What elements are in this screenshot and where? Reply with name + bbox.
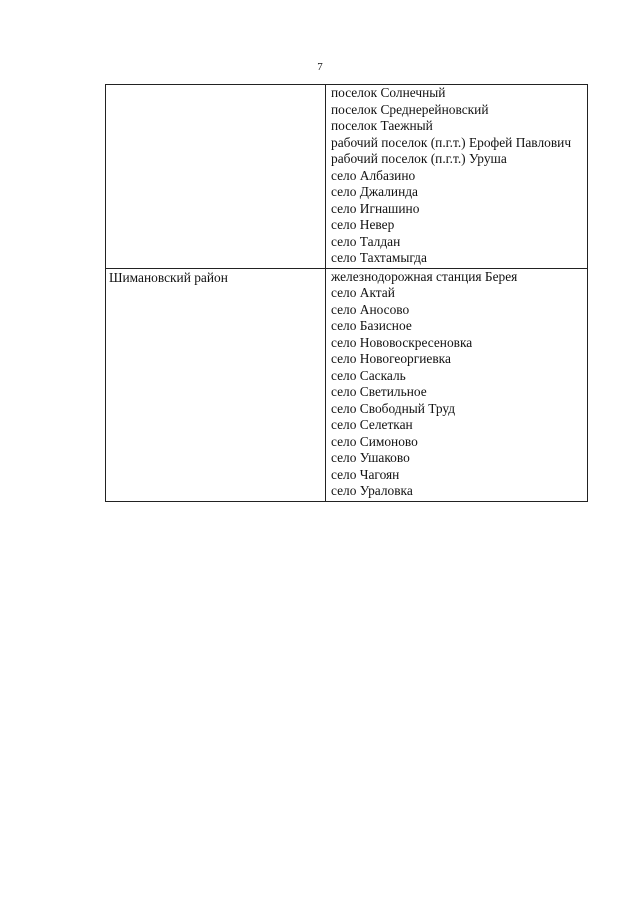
list-item: село Игнашино <box>331 200 420 216</box>
list-item: село Чагоян <box>331 466 400 482</box>
list-item: село Тахтамыгда <box>331 250 427 265</box>
list-item: село Невер <box>331 217 395 232</box>
list-item: село Ураловка <box>331 483 413 498</box>
settlement-list-cell <box>326 85 588 269</box>
table-row <box>106 85 588 269</box>
list-item: село Джалинда <box>331 184 418 199</box>
list-item: поселок Среднерейновский <box>331 101 489 117</box>
list-item: село Талдан <box>331 233 401 249</box>
list-item: село Албазино <box>331 167 416 183</box>
list-item: село Свободный Труд <box>331 400 456 416</box>
list-item: село Актай <box>331 285 395 300</box>
list-item: село Симоново <box>331 433 418 449</box>
list-item: село Новогеоргиевка <box>331 351 451 366</box>
settlements-table <box>105 84 588 502</box>
list-item: село Нововоскресеновка <box>331 334 473 350</box>
list-item: поселок Таежный <box>331 118 433 133</box>
list-item: рабочий поселок (п.г.т.) Уруша <box>331 151 507 166</box>
settlement-list-cell <box>326 268 588 501</box>
list-item: село Ушаково <box>331 450 410 465</box>
list-item: село Светильное <box>331 384 427 399</box>
list-item: железнодорожная станция Берея <box>331 268 518 284</box>
list-item: село Аносово <box>331 301 410 317</box>
list-item: село Саскаль <box>331 367 406 383</box>
list-item: поселок Солнечный <box>331 85 446 100</box>
list-item: село Селеткан <box>331 417 413 432</box>
district-cell: Шимановский район <box>106 268 326 501</box>
table-row <box>106 268 588 501</box>
list-item: рабочий поселок (п.г.т.) Ерофей Павлович <box>331 134 572 150</box>
district-cell <box>106 85 326 269</box>
page-number: 7 <box>317 61 323 73</box>
list-item: село Базисное <box>331 318 412 333</box>
